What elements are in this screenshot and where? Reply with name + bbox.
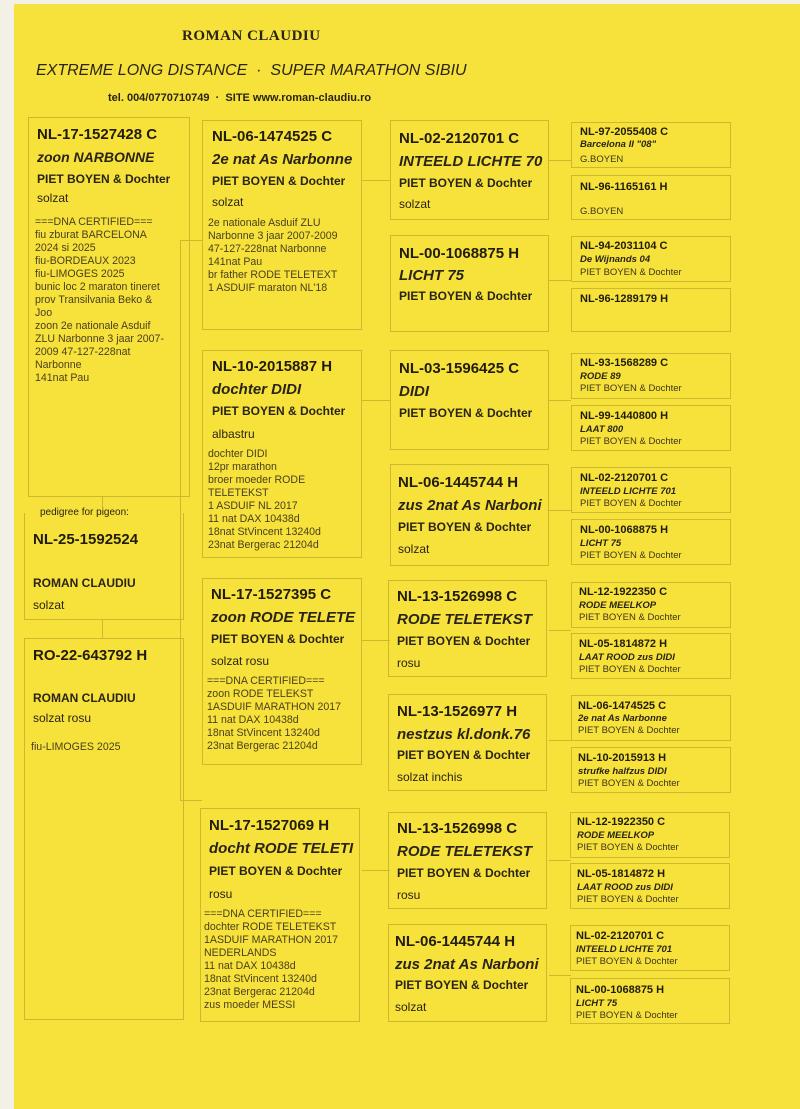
- ancestor-card: [570, 925, 730, 971]
- ancestor-owner: PIET BOYEN & Dochter: [577, 894, 679, 905]
- subject-ring: NL-25-1592524: [33, 531, 139, 548]
- ancestor-name: RODE MEELKOP: [579, 600, 657, 611]
- ancestor-ring: NL-05-1814872 H: [579, 638, 668, 650]
- ancestor-name: LICHT 75: [580, 538, 622, 549]
- ggp-owner: PIET BOYEN & Dochter: [397, 866, 531, 880]
- gp-name: dochter DIDI: [212, 381, 302, 398]
- ancestor-card: [571, 582, 731, 628]
- ancestor-owner: PIET BOYEN & Dochter: [580, 498, 682, 509]
- ggp-name: DIDI: [399, 383, 429, 400]
- ggp-ring: NL-06-1445744 H: [398, 474, 519, 491]
- ancestor-card: [571, 519, 731, 565]
- ancestor-ring: NL-96-1289179 H: [580, 293, 669, 305]
- ancestor-card: [571, 747, 731, 793]
- great-grandparent-card: [388, 924, 547, 1022]
- gp-ring: NL-06-1474525 C: [212, 128, 333, 145]
- gp-ring: NL-17-1527395 C: [211, 586, 332, 603]
- ggp-owner: PIET BOYEN & Dochter: [395, 978, 529, 992]
- contact-line: tel. 004/0770710749 · SITE www.roman-claudiu.ro: [108, 92, 372, 104]
- ancestor-name: INTEELD LICHTE 701: [576, 944, 673, 955]
- sire-owner: PIET BOYEN & Dochter: [37, 172, 171, 186]
- ancestor-ring: NL-93-1568289 C: [580, 357, 669, 369]
- great-grandparent-card: [390, 235, 549, 332]
- ancestor-card: [571, 695, 731, 741]
- ancestor-ring: NL-94-2031104 C: [580, 240, 668, 252]
- ancestor-owner: PIET BOYEN & Dochter: [580, 550, 682, 561]
- ancestor-ring: NL-05-1814872 H: [577, 868, 666, 880]
- ggp-color: rosu: [397, 656, 421, 670]
- ancestor-name: 2e nat As Narbonne: [578, 713, 667, 724]
- ancestor-owner: PIET BOYEN & Dochter: [576, 1010, 678, 1021]
- gp-notes: 2e nationale Asduif ZLU Narbonne 3 jaar 2007-2009 47-127-228nat Narbonne 141nat Pau br father RODE TELETEXT 1 ASDUIF maraton NL'18: [208, 217, 338, 295]
- pedigree-caption: pedigree for pigeon:: [37, 507, 132, 518]
- ggp-owner: PIET BOYEN & Dochter: [398, 520, 532, 534]
- gp-color: albastru: [212, 427, 255, 441]
- ancestor-name: strufke halfzus DIDI: [578, 766, 667, 777]
- ggp-color: rosu: [397, 888, 421, 902]
- ancestor-card: [571, 405, 731, 451]
- ggp-owner: PIET BOYEN & Dochter: [397, 634, 531, 648]
- gp-notes: dochter DIDI 12pr marathon broer moeder RODE TELETEKST 1 ASDUIF NL 2017 11 nat DAX 10438d 18nat StVincent 13240d 23nat Bergerac 21204d: [208, 448, 321, 552]
- ancestor-card: [571, 122, 731, 168]
- ancestor-name: RODE MEELKOP: [577, 830, 655, 841]
- ancestor-owner: PIET BOYEN & Dochter: [577, 842, 679, 853]
- dam-color: solzat rosu: [33, 711, 92, 725]
- dam-ring: RO-22-643792 H: [33, 647, 148, 664]
- ancestor-owner: PIET BOYEN & Dochter: [580, 383, 682, 394]
- breeder-name: ROMAN CLAUDIU: [182, 28, 321, 44]
- ancestor-card: [571, 288, 731, 332]
- ancestor-card: [571, 236, 731, 282]
- ancestor-owner: PIET BOYEN & Dochter: [580, 436, 682, 447]
- ancestor-card: [571, 175, 731, 220]
- gp-owner: PIET BOYEN & Dochter: [212, 174, 346, 188]
- ggp-name: LICHT 75: [399, 267, 465, 284]
- great-grandparent-card: [388, 694, 547, 791]
- great-grandparent-card: [390, 350, 549, 450]
- ggp-ring: NL-13-1526977 H: [397, 703, 518, 720]
- ancestor-ring: NL-06-1474525 C: [578, 700, 667, 712]
- ggp-name: RODE TELETEKST: [397, 843, 533, 860]
- dam-notes: fiu-LIMOGES 2025: [31, 741, 121, 753]
- gp-color: solzat: [212, 195, 244, 209]
- sire-card: [28, 117, 190, 497]
- grandparent-card: [200, 808, 360, 1022]
- ancestor-name: De Wijnands 04: [580, 254, 651, 265]
- ggp-ring: NL-13-1526998 C: [397, 820, 518, 837]
- great-grandparent-card: [388, 812, 547, 909]
- ancestor-name: LAAT ROOD zus DIDI: [579, 652, 675, 663]
- great-grandparent-card: [390, 120, 549, 220]
- ggp-color: solzat inchis: [397, 770, 463, 784]
- grandparent-card: [202, 350, 362, 558]
- ancestor-owner: G.BOYEN: [580, 206, 624, 217]
- ancestor-owner: PIET BOYEN & Dochter: [576, 956, 678, 967]
- great-grandparent-card: [388, 580, 547, 677]
- ggp-owner: PIET BOYEN & Dochter: [399, 176, 533, 190]
- ggp-name: RODE TELETEKST: [397, 611, 533, 628]
- gp-color: solzat rosu: [211, 654, 270, 668]
- ancestor-card: [570, 812, 730, 858]
- ancestor-owner: PIET BOYEN & Dochter: [579, 664, 681, 675]
- ancestor-owner: G.BOYEN: [580, 154, 624, 165]
- gp-owner: PIET BOYEN & Dochter: [211, 632, 345, 646]
- ggp-ring: NL-02-2120701 C: [399, 130, 520, 147]
- grandparent-card: [202, 578, 362, 765]
- ancestor-ring: NL-96-1165161 H: [580, 181, 668, 193]
- gp-owner: PIET BOYEN & Dochter: [212, 404, 346, 418]
- ancestor-ring: NL-02-2120701 C: [580, 472, 669, 484]
- ancestor-name: INTEELD LICHTE 701: [580, 486, 677, 497]
- subtitle: EXTREME LONG DISTANCE · SUPER MARATHON SIBIU: [36, 62, 467, 79]
- dam-card: [24, 638, 184, 1020]
- gp-color: rosu: [209, 887, 233, 901]
- ggp-name: INTEELD LICHTE 70: [399, 153, 543, 170]
- gp-name: docht RODE TELETI: [209, 840, 354, 857]
- ancestor-card: [570, 978, 730, 1024]
- gp-name: 2e nat As Narbonne: [212, 151, 353, 168]
- ancestor-name: RODE 89: [580, 371, 621, 382]
- ancestor-name: LAAT 800: [580, 424, 624, 435]
- ggp-ring: NL-00-1068875 H: [399, 245, 520, 262]
- gp-ring: NL-17-1527069 H: [209, 817, 330, 834]
- gp-name: zoon RODE TELETE: [211, 609, 356, 626]
- ggp-color: solzat: [399, 197, 431, 211]
- gp-owner: PIET BOYEN & Dochter: [209, 864, 343, 878]
- ggp-name: nestzus kl.donk.76: [397, 726, 531, 743]
- ancestor-name: LAAT ROOD zus DIDI: [577, 882, 673, 893]
- dam-owner: ROMAN CLAUDIU: [33, 691, 136, 705]
- ggp-color: solzat: [398, 542, 430, 556]
- gp-ring: NL-10-2015887 H: [212, 358, 333, 375]
- ancestor-owner: PIET BOYEN & Dochter: [580, 267, 682, 278]
- gp-notes: ===DNA CERTIFIED=== zoon RODE TELEKST 1ASDUIF MARATHON 2017 11 nat DAX 10438d 18nat StVincent 13240d 23nat Bergerac 21204d: [207, 675, 342, 753]
- ancestor-card: [571, 633, 731, 679]
- sire-name: zoon NARBONNE: [37, 149, 155, 165]
- grandparent-card: [202, 120, 362, 330]
- ggp-owner: PIET BOYEN & Dochter: [399, 289, 533, 303]
- ancestor-ring: NL-00-1068875 H: [576, 984, 665, 996]
- ancestor-card: [571, 353, 731, 399]
- ggp-ring: NL-03-1596425 C: [399, 360, 520, 377]
- sire-color: solzat: [37, 191, 69, 205]
- ggp-name: zus 2nat As Narboni: [398, 497, 542, 514]
- ancestor-ring: NL-97-2055408 C: [580, 126, 669, 138]
- ancestor-ring: NL-12-1922350 C: [577, 816, 666, 828]
- ggp-name: zus 2nat As Narboni: [395, 956, 539, 973]
- sire-notes: ===DNA CERTIFIED=== fiu zburat BARCELONA 2024 si 2025 fiu-BORDEAUX 2023 fiu-LIMOGES 2025 bunic loc 2 maraton tineret prov Transilvania Beko & Joo zoon 2e nationale Asduif ZLU Narbonne 3 jaar 2007- 2009 47-127-228nat Narbonne 141nat Pau: [35, 216, 164, 385]
- great-grandparent-card: [390, 464, 549, 566]
- ancestor-owner: PIET BOYEN & Dochter: [579, 612, 681, 623]
- ancestor-card: [570, 863, 730, 909]
- subject-card: [24, 507, 184, 620]
- ancestor-name: LICHT 75: [576, 998, 618, 1009]
- ancestor-ring: NL-99-1440800 H: [580, 410, 669, 422]
- subject-owner: ROMAN CLAUDIU: [33, 576, 136, 590]
- ancestor-ring: NL-10-2015913 H: [578, 752, 667, 764]
- sire-ring: NL-17-1527428 C: [37, 126, 158, 143]
- ancestor-ring: NL-12-1922350 C: [579, 586, 668, 598]
- ancestor-ring: NL-00-1068875 H: [580, 524, 669, 536]
- ggp-color: solzat: [395, 1000, 427, 1014]
- ancestor-owner: PIET BOYEN & Dochter: [578, 725, 680, 736]
- ancestor-owner: PIET BOYEN & Dochter: [578, 778, 680, 789]
- ancestor-name: Barcelona II "08": [580, 139, 657, 150]
- gp-notes: ===DNA CERTIFIED=== dochter RODE TELETEKST 1ASDUIF MARATHON 2017 NEDERLANDS 11 nat DAX 10438d 18nat StVincent 13240d 23nat Bergerac 21204d zus moeder MESSI: [204, 908, 339, 1012]
- ancestor-card: [571, 467, 731, 513]
- ggp-ring: NL-13-1526998 C: [397, 588, 518, 605]
- subject-color: solzat: [33, 598, 65, 612]
- ggp-owner: PIET BOYEN & Dochter: [397, 748, 531, 762]
- ggp-ring: NL-06-1445744 H: [395, 933, 516, 950]
- ggp-owner: PIET BOYEN & Dochter: [399, 406, 533, 420]
- ancestor-ring: NL-02-2120701 C: [576, 930, 665, 942]
